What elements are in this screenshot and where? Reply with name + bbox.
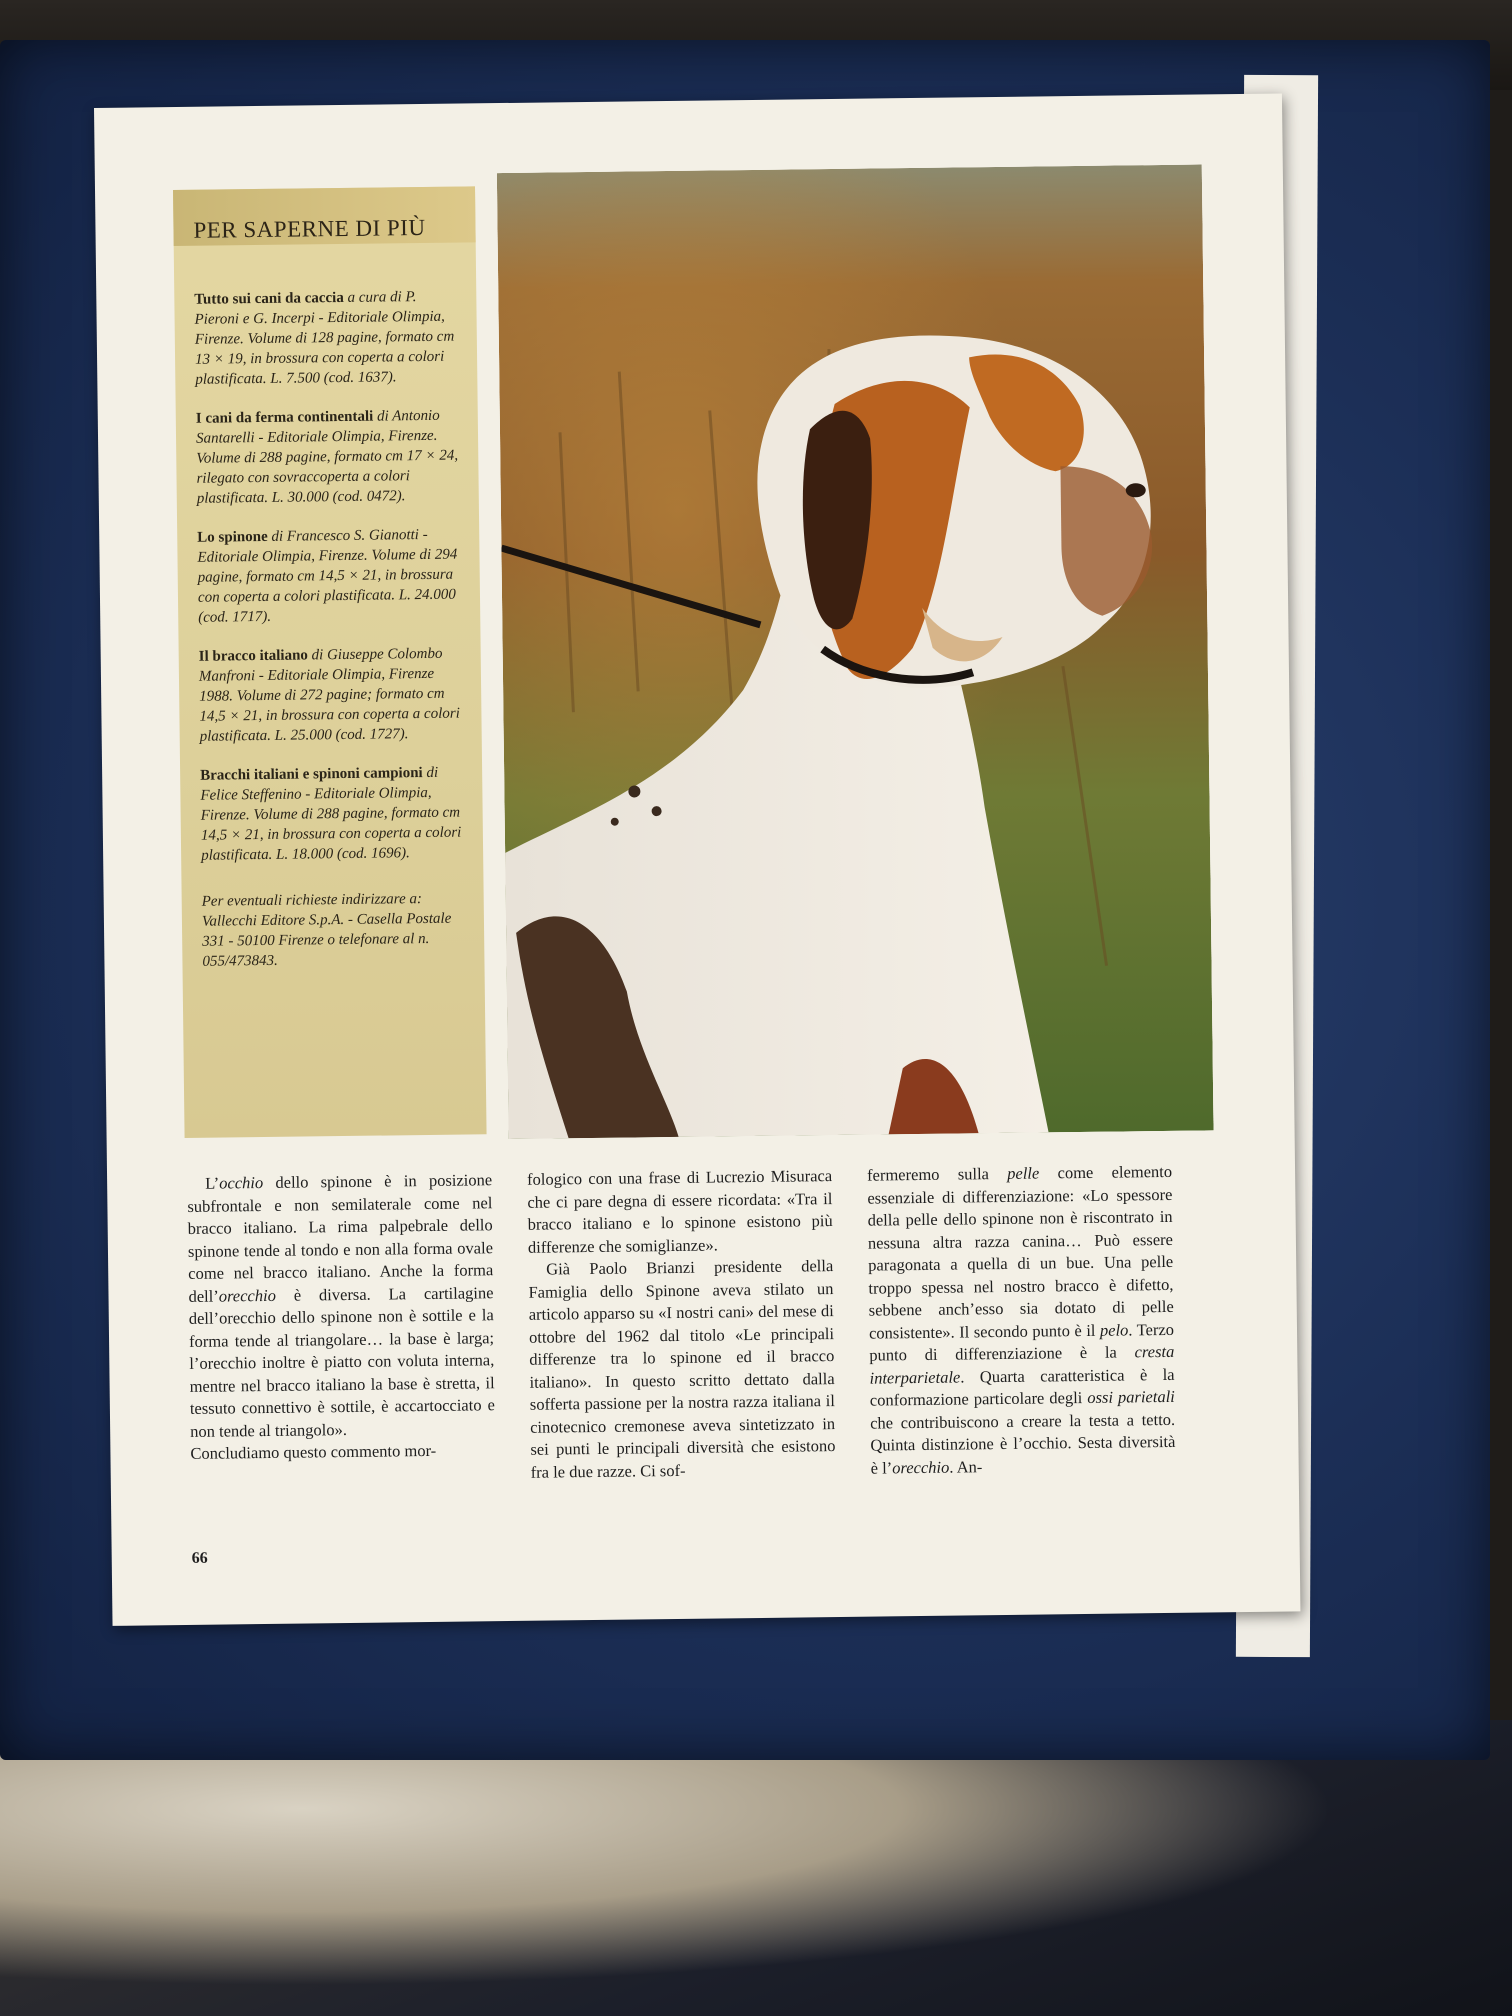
italic-run: orecchio bbox=[892, 1457, 950, 1477]
paragraph bbox=[187, 1169, 495, 1443]
reference-list bbox=[194, 287, 470, 987]
article-column-2 bbox=[527, 1165, 836, 1484]
reference-item bbox=[199, 643, 468, 746]
text-run: L’ bbox=[205, 1173, 220, 1193]
contact-note: Per eventuali richieste indirizzare a: Vallecchi Editore S.p.A. - Casella Postale 331 - 50100 Firenze o telefonare al n. 055/473843. bbox=[201, 891, 452, 970]
dog-photo bbox=[497, 164, 1214, 1139]
reference-item bbox=[196, 406, 465, 509]
reference-details: di Giuseppe Colombo Manfroni - Editoriale Olimpia, Firenze 1988. Volume di 272 pagine; formato cm 14,5 × 21, in brossura con coperta a colori plastificata. L. 25.000 (cod. 1727). bbox=[198, 645, 460, 745]
magazine-page bbox=[94, 93, 1300, 1625]
reference-item bbox=[197, 524, 466, 627]
reference-details: di Felice Steffenino - Editoriale Olimpia, Firenze. Volume di 288 pagine, formato cm 14,5 × 21, in brossura con coperta a colori plastificata. L. 18.000 (cod. 1696). bbox=[200, 764, 462, 864]
reference-title: Tutto sui cani da caccia bbox=[194, 289, 344, 308]
reference-title: Bracchi italiani e spinoni campioni bbox=[200, 765, 423, 784]
reference-title: I cani da ferma continentali bbox=[195, 408, 374, 427]
sidebar-title: PER SAPERNE DI PIÙ bbox=[193, 214, 426, 243]
spinone-dog-image bbox=[497, 164, 1214, 1139]
page-number: 66 bbox=[191, 1549, 208, 1567]
italic-run: ossi parietali bbox=[1087, 1386, 1175, 1407]
italic-run: pelo bbox=[1099, 1319, 1129, 1340]
reference-details: a cura di P. Pieroni e G. Incerpi - Editoriale Olimpia, Firenze. Volume di 128 pagine, formato cm 13 × 19, in brossura con coperta a colori plastificata. L. 7.500 (cod. 1637). bbox=[194, 289, 455, 388]
reference-title: Lo spinone bbox=[197, 528, 268, 546]
reference-details: di Francesco S. Gianotti - Editoriale Olimpia, Firenze. Volume di 294 pagine, formato cm 14,5 × 21, in brossura con coperta a colori plastificata. L. 24.000 (cod. 1717). bbox=[197, 526, 458, 626]
text-run: che contribuiscono a creare la testa a tetto. Quinta distinzione è l’occhio. Sesta diversità è l’ bbox=[870, 1409, 1176, 1478]
text-run: fermeremo sulla bbox=[866, 1163, 1008, 1185]
article-column-1 bbox=[187, 1169, 496, 1465]
italic-run: cresta interparietale bbox=[869, 1341, 1175, 1388]
reference-title: Il bracco italiano bbox=[198, 647, 308, 665]
text-run: è diversa. La cartilagine dell’orecchio dello spinone non è sottile e la forma tende al triangolare… la base è larga; l’orecchio inoltre è piatto con voluta interna, mentre nel bracco italiano la base è stretta, il tessuto connettivo è sottile, è accartocciato e non tende al triangolo». bbox=[188, 1282, 495, 1441]
text-run: come elemento essenziale di differenziazione: «Lo spessore della pelle dello spinone non è riscontrato in nessuna altra razza canina… Può essere paragonata a quella di un bue. Una pelle troppo spessa nel nostro bracco è difetto, sebbene anch’esso sia dotato di pelle consistente». Il secondo punto è il bbox=[867, 1161, 1174, 1343]
text-run: . An- bbox=[949, 1456, 983, 1477]
paragraph: fologico con una frase di Lucrezio Misuraca che ci pare degna di essere ricordata: «Tra il bracco italiano e lo spinone esistono più differenze che somiglianze». bbox=[527, 1166, 833, 1257]
text-run: . Terzo punto di differenziazione è la bbox=[869, 1319, 1175, 1365]
further-reading-box bbox=[173, 186, 487, 1138]
fabric-background bbox=[0, 1720, 1512, 2016]
reference-item bbox=[194, 287, 463, 390]
italic-run: occhio bbox=[219, 1173, 264, 1193]
article-column-3 bbox=[867, 1161, 1176, 1480]
text-run: . Quarta caratteristica è la conformazione particolare degli bbox=[869, 1364, 1175, 1410]
paragraph: Già Paolo Brianzi presidente della Famiglia dello Spinone aveva stilato un articolo apparso su «I nostri cani» del mese di ottobre del 1962 dal titolo «Le principali differenze tra lo spinone ed il bracco italiano». In questo scritto dettato dalla sofferta passione per la nostra razza italiana il cinotecnico cremonese aveva sintetizzato in sei punti le principali diversità che esistono fra le due razze. Ci sof- bbox=[528, 1256, 836, 1482]
reference-item bbox=[200, 762, 469, 865]
article-body bbox=[187, 1161, 1201, 1533]
reference-details: di Antonio Santarelli - Editoriale Olimpia, Firenze. Volume di 288 pagine, formato cm 17 × 24, rilegato con sovraccoperta a colori plastificata. L. 30.000 (cod. 0472). bbox=[195, 407, 459, 507]
paragraph: Concludiamo questo commento mor- bbox=[190, 1440, 437, 1463]
italic-run: orecchio bbox=[218, 1285, 277, 1306]
text-run: dello spinone è in posizione subfrontale e non semilaterale come nel bracco italiano. La rima palpebrale dello spinone tende al tondo e non alla forma ovale come nel bracco italiano. Anche la forma dell’ bbox=[187, 1170, 494, 1306]
italic-run: pelle bbox=[1007, 1163, 1040, 1183]
paragraph bbox=[867, 1161, 1176, 1480]
